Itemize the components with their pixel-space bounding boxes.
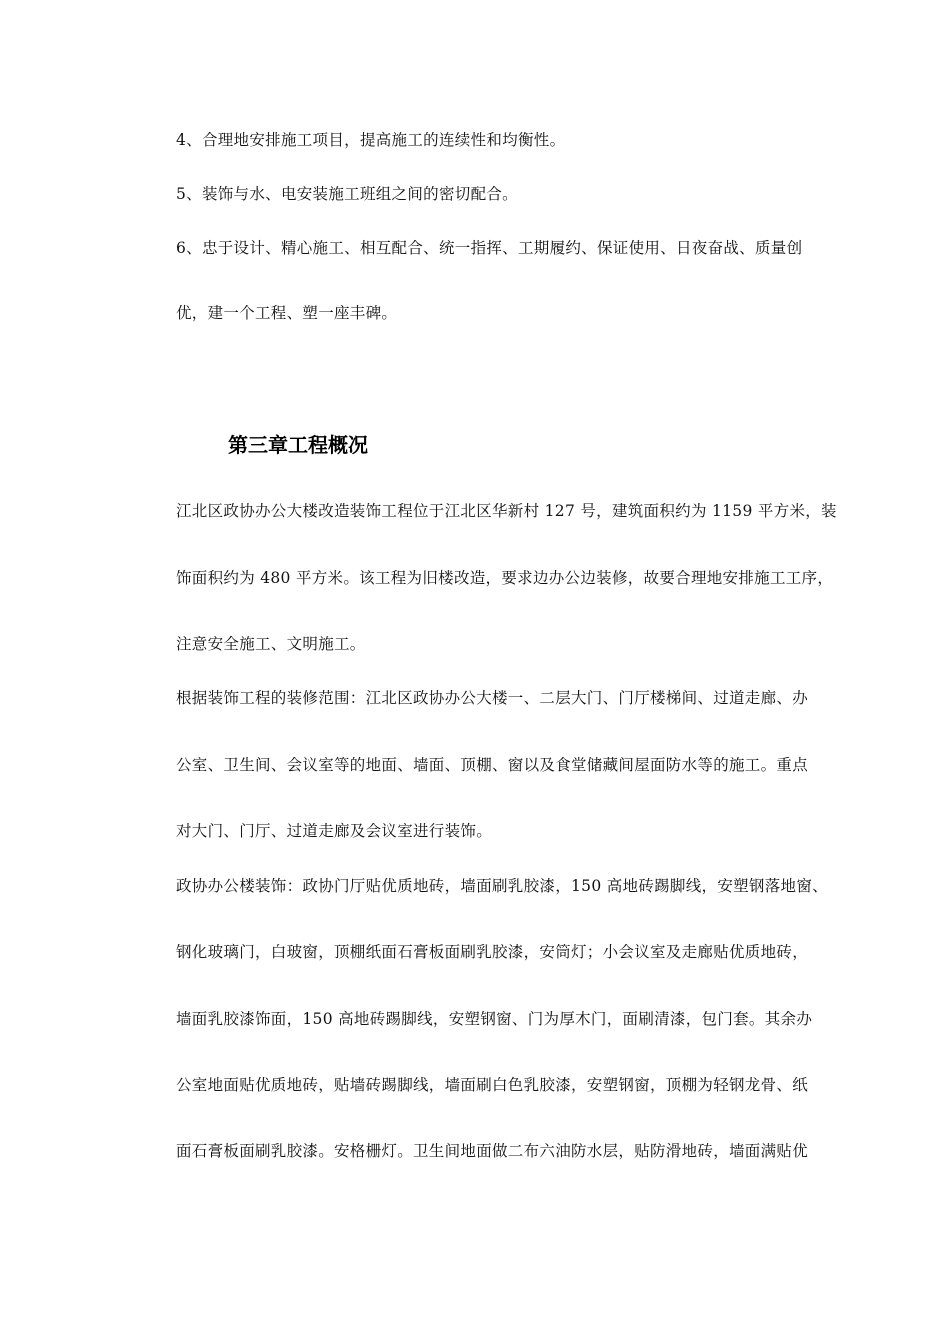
paragraph-line: 钢化玻璃门，白玻窗，顶棚纸面石膏板面刷乳胶漆，安筒灯；小会议室及走廊贴优质地砖， <box>176 943 809 961</box>
list-item-6: 6、忠于设计、精心施工、相互配合、统一指挥、工期履约、保证使用、日夜奋战、质量创 <box>176 239 803 257</box>
paragraph-line: 江北区政协办公大楼改造装饰工程位于江北区华新村 127 号，建筑面积约为 1159 平方米，装 <box>176 502 837 520</box>
paragraph-line: 墙面乳胶漆饰面，150 高地砖踢脚线，安塑钢窗、门为厚木门，面刷清漆，包门套。其余办 <box>176 1010 813 1028</box>
list-item-4: 4、合理地安排施工项目，提高施工的连续性和均衡性。 <box>176 131 566 149</box>
paragraph-line: 面石膏板面刷乳胶漆。安格栅灯。卫生间地面做二布六油防水层，贴防滑地砖，墙面满贴优 <box>176 1142 809 1160</box>
list-item-5: 5、装饰与水、电安装施工班组之间的密切配合。 <box>176 185 518 203</box>
paragraph-line: 公室、卫生间、会议室等的地面、墙面、顶棚、窗以及食堂储藏间屋面防水等的施工。重点 <box>176 756 809 774</box>
paragraph-line: 公室地面贴优质地砖，贴墙砖踢脚线，墙面刷白色乳胶漆，安塑钢窗，顶棚为轻钢龙骨、纸 <box>176 1076 809 1094</box>
paragraph-line: 政协办公楼装饰：政协门厅贴优质地砖，墙面刷乳胶漆，150 高地砖踢脚线，安塑钢落地窗、 <box>176 877 828 895</box>
paragraph-line: 对大门、门厅、过道走廊及会议室进行装饰。 <box>176 822 493 840</box>
paragraph-line: 饰面积约为 480 平方米。该工程为旧楼改造，要求边办公边装修，故要合理地安排施工工序， <box>176 569 834 587</box>
list-item-6-continued: 优，建一个工程、塑一座丰碑。 <box>176 304 398 322</box>
paragraph-line: 根据装饰工程的装修范围：江北区政协办公大楼一、二层大门、门厅楼梯间、过道走廊、办 <box>176 689 809 707</box>
paragraph-line: 注意安全施工、文明施工。 <box>176 635 366 653</box>
chapter-title: 第三章工程概况 <box>228 433 368 457</box>
